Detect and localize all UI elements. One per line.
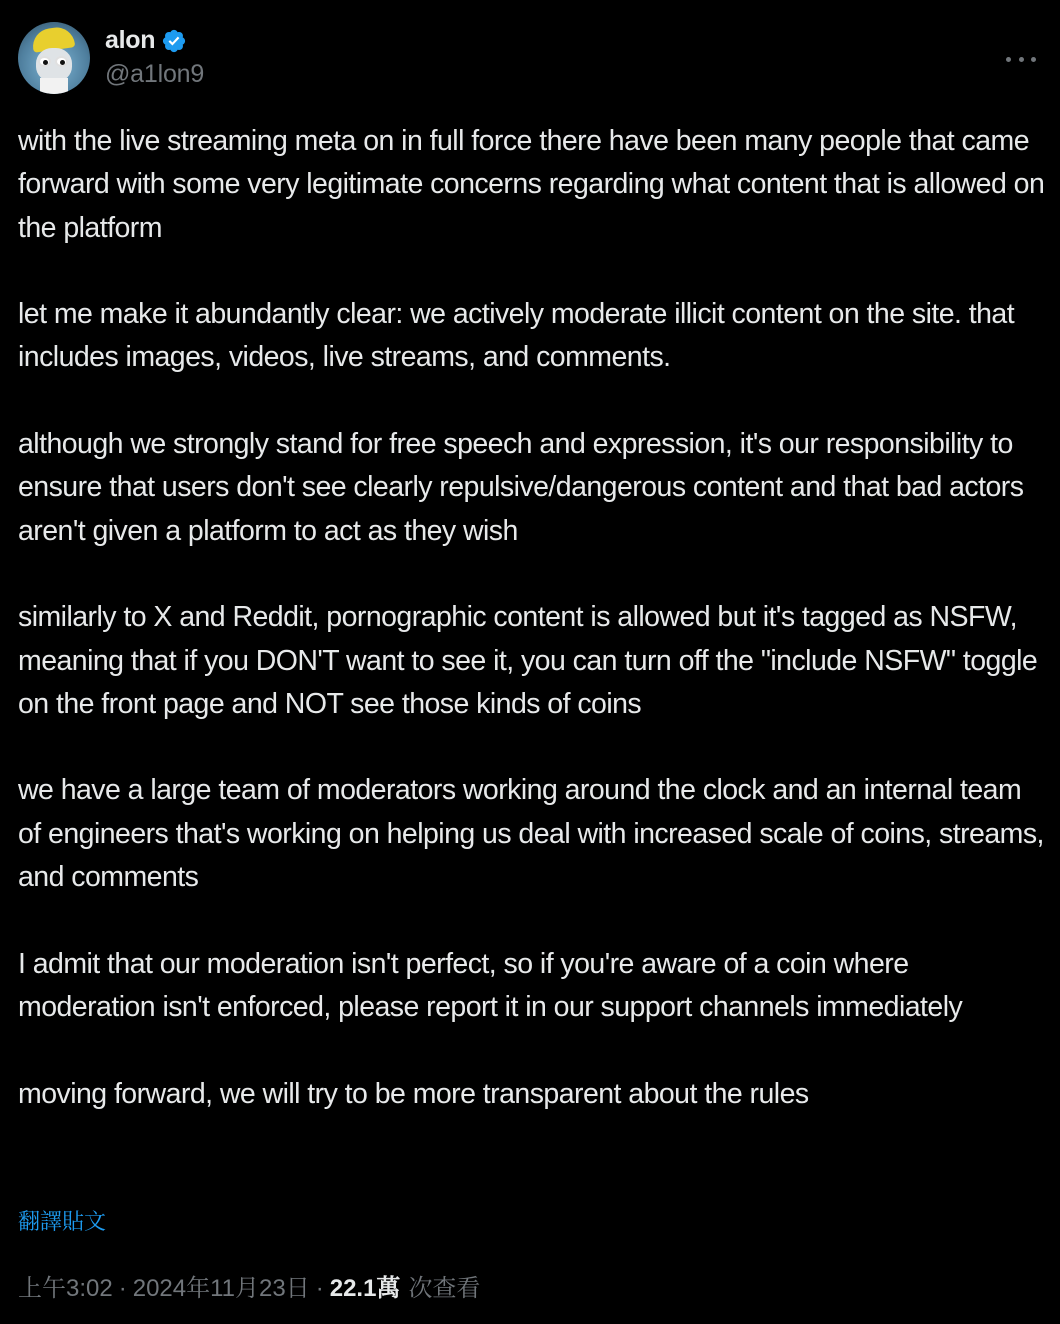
post-paragraph: moving forward, we will try to be more transparent about the rules [18, 1077, 809, 1110]
views-count: 22.1萬 [329, 1275, 401, 1302]
post-time[interactable]: 上午3:02 [18, 1275, 113, 1302]
author-name-row[interactable] [105, 26, 187, 55]
author-display-name[interactable]: alon [105, 26, 156, 54]
post-date[interactable]: 2024年11月23日 [132, 1275, 310, 1302]
translate-post-link[interactable]: 翻譯貼文 [18, 1209, 107, 1234]
verified-badge-icon [161, 28, 187, 54]
post-meta [18, 1268, 480, 1303]
post-header [18, 22, 1060, 96]
dot [1006, 57, 1011, 62]
dot [1019, 57, 1024, 62]
post-paragraph: let me make it abundantly clear: we actively moderate illicit content on the site. that includes images, videos, live streams, and comments. [18, 298, 1015, 374]
post-text [18, 120, 1048, 1116]
author-handle[interactable]: @a1lon9 [105, 60, 205, 88]
dot [1031, 57, 1036, 62]
post-paragraph: similarly to X and Reddit, pornographic content is allowed but it's tagged as NSFW, meaning that if you DON'T want to see it, you can turn off the "include NSFW" toggle on the front page and NOT see those kinds of coins [18, 601, 1038, 720]
post-paragraph: we have a large team of moderators working around the clock and an internal team of engineers that's working on helping us deal with increased scale of coins, streams, and comments [18, 774, 1044, 894]
avatar-body [40, 78, 68, 94]
meta-separator: · [118, 1275, 127, 1302]
post-paragraph: although we strongly stand for free speech and expression, it's our responsibility to ensure that users don't see clearly repulsive/dangerous content and that bad actors aren't given a platform to act as they wish [18, 428, 1024, 547]
views-label: 次查看 [408, 1275, 481, 1302]
avatar[interactable] [18, 22, 90, 94]
post-paragraph: with the live streaming meta on in full force there have been many people that came forward with some very legitimate concerns regarding what content that is allowed on the platform [18, 125, 1045, 244]
more-horizontal-icon[interactable] [1006, 54, 1036, 64]
meta-separator: · [315, 1275, 324, 1302]
post-paragraph: I admit that our moderation isn't perfect, so if you're aware of a coin where moderation isn't enforced, please report it in our support channels immediately [18, 947, 963, 1023]
avatar-glasses [38, 56, 70, 68]
